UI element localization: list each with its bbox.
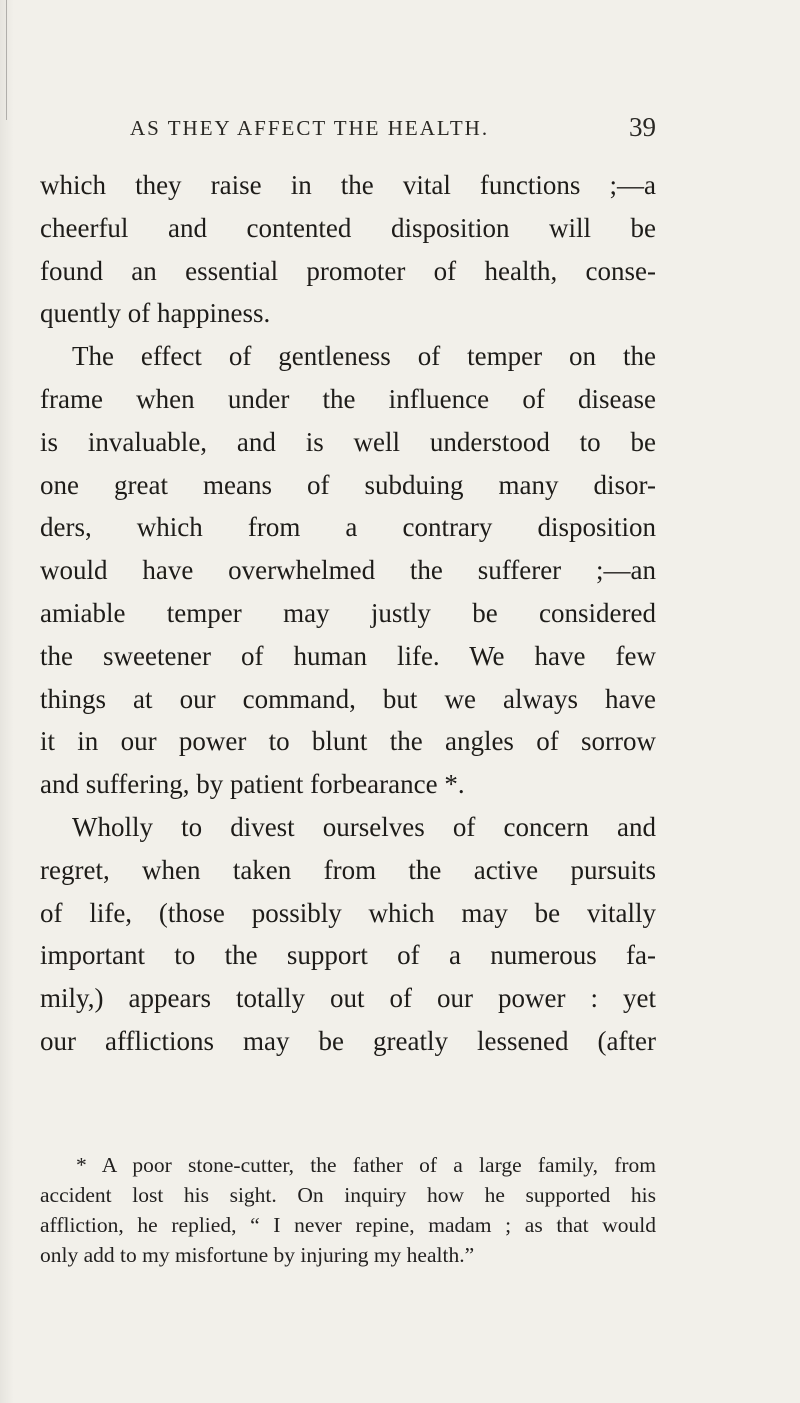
- text-line: one great means of subduing many disor-: [40, 469, 656, 500]
- text-line: amiable temper may justly be considered: [40, 597, 656, 628]
- footnote-line: accident lost his sight. On inquiry how he supported his: [40, 1183, 656, 1207]
- text-line: and suffering, by patient forbearance *.: [40, 769, 465, 800]
- running-title: AS THEY AFFECT THE HEALTH.: [130, 116, 490, 140]
- text-line: cheerful and contented disposition will be: [40, 212, 656, 243]
- text-line: of life, (those possibly which may be vitally: [40, 897, 656, 928]
- text-line: regret, when taken from the active pursuits: [40, 854, 656, 885]
- footnote-line: affliction, he replied, “ I never repine, madam ; as that would: [40, 1213, 656, 1237]
- text-line: things at our command, but we always have: [40, 683, 656, 714]
- paragraph-start-line: The effect of gentleness of temper on the: [72, 341, 656, 372]
- text-line: mily,) appears totally out of our power : yet: [40, 983, 656, 1014]
- footnote-line: * A poor stone-cutter, the father of a large family, from: [76, 1153, 656, 1177]
- text-line: is invaluable, and is well understood to be: [40, 426, 656, 457]
- footnote: [40, 1150, 656, 1270]
- page-number: 39: [629, 112, 656, 142]
- text-line: ders, which from a contrary disposition: [40, 512, 656, 543]
- running-head: [130, 112, 656, 152]
- text-line: frame when under the influence of disease: [40, 383, 656, 414]
- paragraph-start-line: Wholly to divest ourselves of concern and: [72, 811, 656, 842]
- text-line: quently of happiness.: [40, 298, 271, 329]
- page-edge-shadow: [6, 0, 7, 120]
- text-line: our afflictions may be greatly lessened (after: [40, 1025, 656, 1056]
- text-line: it in our power to blunt the angles of sorrow: [40, 726, 656, 757]
- footnote-line: only add to my misfortune by injuring my health.”: [40, 1243, 475, 1267]
- body-text: [40, 164, 656, 1063]
- text-line: would have overwhelmed the sufferer ;—an: [40, 555, 656, 586]
- text-line: found an essential promoter of health, conse-: [40, 255, 656, 286]
- text-line: important to the support of a numerous fa-: [40, 940, 656, 971]
- text-line: which they raise in the vital functions ;—a: [40, 170, 656, 200]
- text-line: the sweetener of human life. We have few: [40, 640, 656, 671]
